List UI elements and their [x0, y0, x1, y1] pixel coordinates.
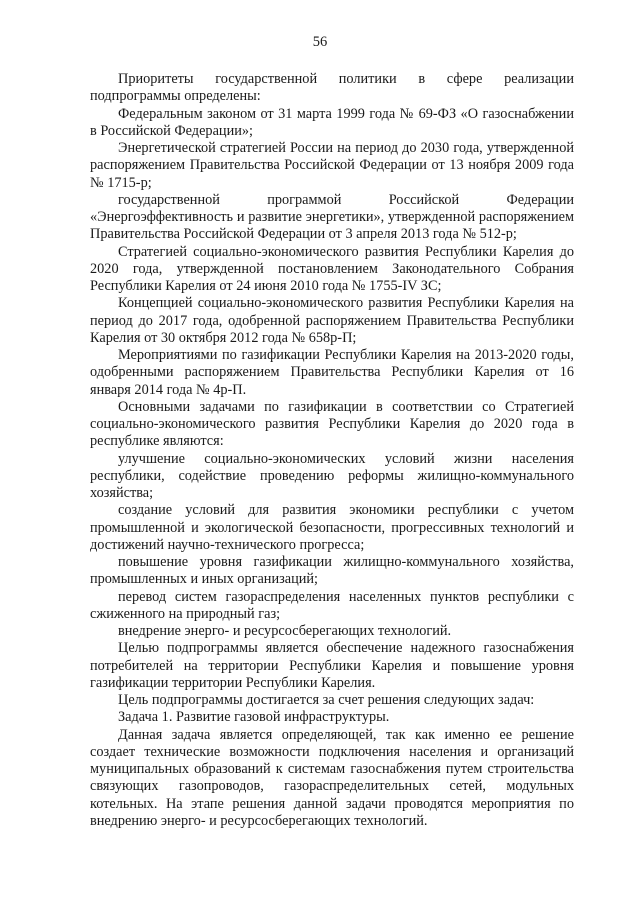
paragraph-goal-achievement: Цель подпрограммы достигается за счет решения следующих задач:: [118, 692, 535, 708]
list-item-living-conditions: улучшение социально-экономических условий жизни населения республики, содействие проведению реформы жилищно-коммунального хозяйства;: [90, 450, 574, 501]
document-body: [90, 71, 574, 830]
list-item-economic-conditions: создание условий для развития экономики республики с учетом промышленной и экологической безопасности, прогрессивных технологий и достижений научно-технического прогресса;: [90, 502, 574, 553]
paragraph-main-tasks-intro: Основными задачами по газификации в соответствии со Стратегией социально-экономического развития Республики Карелия до 2020 года в республике являются:: [90, 398, 574, 450]
paragraph-karelia-concept: Концепцией социально-экономического развития Республики Карелия на период до 2017 года, одобренной распоряжением Правительства Республики Карелия от 30 октября 2012 года № 658р-П;: [90, 295, 574, 346]
paragraph-subprogram-goal: Целью подпрограммы является обеспечение надежного газоснабжения потребителей на территории Республики Карелия и повышение уровня газификации территории Республики Карелия.: [90, 640, 574, 691]
paragraph-task-1-heading: Задача 1. Развитие газовой инфраструктуры.: [118, 709, 390, 726]
list-item-gas-transfer: перевод систем газораспределения населенных пунктов республики с сжиженного на природный газ;: [90, 588, 574, 622]
page-number: 56: [312, 34, 328, 50]
paragraph-gasification-measures: Мероприятиями по газификации Республики Карелия на 2013-2020 годы, одобренными распоряжением Правительства Республики Карелия от 16 января 2014 года № 4р-П.: [90, 347, 574, 398]
paragraph-karelia-strategy: Стратегией социально-экономического развития Республики Карелия до 2020 года, утвержденной постановлением Законодательного Собрания Республики Карелия от 24 июня 2010 года № 1755-IV ЗС;: [90, 243, 574, 294]
paragraph-state-program: государственной программой Российской Федерации «Энергоэффективность и развитие энергетики», утвержденной распоряжением Правительства Российской Федерации от 3 апреля 2013 года № 512-р;: [90, 191, 574, 243]
list-item-energy-saving: внедрение энерго- и ресурсосберегающих технологий.: [118, 623, 452, 639]
list-item-gasification-level: повышение уровня газификации жилищно-коммунального хозяйства, промышленных и иных организаций;: [90, 554, 574, 588]
paragraph-task-1-description: Данная задача является определяющей, так как именно ее решение создает технические возможности подключения населения и организаций муниципальных образований к системам газоснабжения путем строительства связующих газопроводов, газораспределительных сетей, модульных котельных. На этапе решения данной задачи проводятся мероприятия по внедрению энерго- и ресурсосберегающих технологий.: [90, 726, 574, 829]
paragraph-energy-strategy: Энергетической стратегией России на период до 2030 года, утвержденной распоряжением Правительства Российской Федерации от 13 ноября 2009 года № 1715-р;: [90, 140, 574, 191]
paragraph-federal-law: Федеральным законом от 31 марта 1999 года № 69-ФЗ «О газоснабжении в Российской Федерации»;: [90, 105, 574, 139]
paragraph-priorities-intro: Приоритеты государственной политики в сфере реализации подпрограммы определены:: [90, 71, 574, 105]
